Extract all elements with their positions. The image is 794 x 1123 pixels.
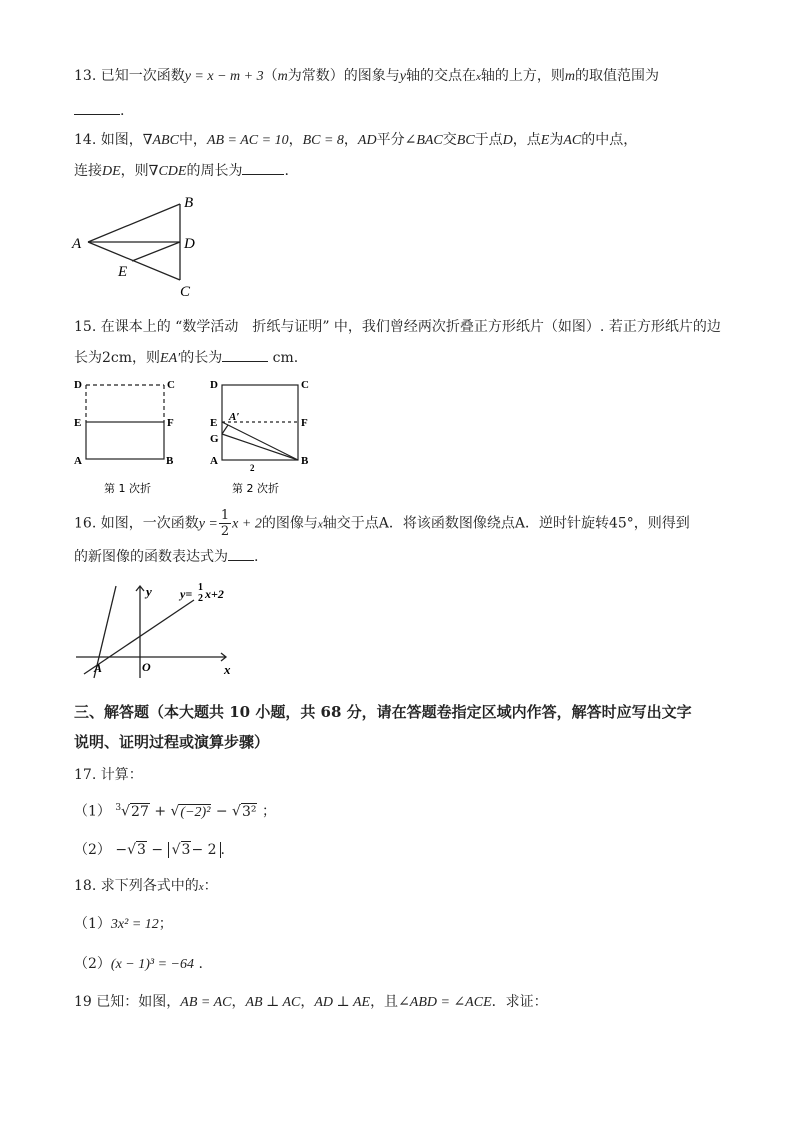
- question-number: 16.: [74, 515, 97, 532]
- label-a: A: [72, 236, 82, 252]
- label-a: A: [94, 661, 103, 675]
- answer-blank[interactable]: [74, 100, 120, 115]
- question-number: 14.: [74, 132, 97, 148]
- text: .: [220, 842, 225, 858]
- equation: y = x − m + 3: [184, 69, 264, 84]
- answer-blank[interactable]: [228, 546, 254, 561]
- absolute-value: [168, 842, 221, 858]
- question-17-part-1: [74, 798, 276, 823]
- fraction: [219, 508, 231, 539]
- text: 轴交于点A．将该函数图像绕点A．逆时针旋转: [322, 515, 609, 532]
- equation: AB = AC: [180, 995, 232, 1010]
- segment-ab: [88, 204, 180, 242]
- section-heading: 三、解答题（本大题共 10 小题，共 68 分，请在答题卷指定区域内作答，解答时应写出文字: [74, 703, 692, 721]
- label-b: B: [301, 455, 309, 467]
- text: 的长为: [180, 350, 223, 366]
- radical: √: [232, 803, 241, 820]
- math: EA′: [160, 351, 181, 366]
- label-origin: O: [142, 660, 151, 674]
- unit: cm: [272, 350, 294, 366]
- question-18-part-2: [74, 954, 203, 975]
- part-label: （1）: [74, 803, 111, 820]
- math: AC: [563, 133, 582, 148]
- question-15-line2: [74, 347, 298, 369]
- equation: AD ⊥ AE: [314, 995, 371, 1010]
- question-number: 18.: [74, 878, 97, 894]
- segment-ga1: [222, 425, 228, 434]
- graph-label-denominator: 2: [198, 593, 203, 604]
- caption: 第 2 次折: [232, 482, 279, 495]
- text: .: [198, 956, 203, 972]
- math: ∇CDE: [148, 164, 187, 179]
- radicand: (−2)²: [180, 804, 211, 820]
- graph-label-y: y=: [180, 587, 193, 601]
- text: ，: [300, 994, 315, 1010]
- text: 计算：: [100, 767, 143, 783]
- math: ∠BAC: [404, 133, 443, 148]
- text: ，则得到: [633, 515, 690, 532]
- folded-rectangle: [86, 422, 164, 459]
- question-number: 19: [74, 994, 92, 1010]
- text: ；: [158, 916, 173, 932]
- radicand: 3: [137, 842, 146, 858]
- question-14-line2: [74, 160, 289, 182]
- text: 如图，一次函数: [100, 515, 199, 532]
- radical: √: [121, 803, 131, 820]
- triangle-figure: [66, 192, 206, 302]
- text: 平分: [376, 132, 405, 148]
- radical: √: [170, 803, 180, 820]
- variable: m: [564, 69, 575, 84]
- text: 如图，: [100, 132, 143, 148]
- text: 连接: [74, 163, 102, 179]
- question-number: 13.: [74, 68, 97, 84]
- variable: y: [399, 69, 406, 84]
- label-d: D: [210, 379, 218, 391]
- label-e: E: [74, 417, 82, 429]
- question-13-answer-line: [74, 100, 124, 121]
- variable: x: [317, 518, 323, 531]
- math: E: [540, 133, 550, 148]
- text: .: [293, 350, 299, 366]
- text: （: [263, 68, 278, 84]
- text: 为: [549, 132, 564, 148]
- fold-figure-2: [200, 374, 320, 496]
- equation: ∠ABD = ∠ACE: [398, 995, 492, 1010]
- text: 的图像与: [261, 515, 318, 532]
- operator: +: [154, 803, 167, 820]
- text: .: [120, 103, 125, 119]
- text: 的取值范围为: [574, 68, 659, 84]
- label-f: F: [167, 417, 174, 429]
- value: 2cm: [102, 350, 133, 366]
- question-13: [74, 66, 659, 87]
- label-c: C: [167, 379, 175, 391]
- text: 的新图像的函数表达式为: [74, 549, 228, 565]
- value: 45°: [608, 515, 634, 532]
- radical: √: [127, 842, 137, 858]
- radical: √: [171, 842, 181, 858]
- label-y-axis: y: [146, 584, 152, 599]
- graph-label-numerator: 1: [198, 582, 203, 593]
- text: .: [254, 549, 259, 565]
- question-18-part-1: [74, 914, 173, 935]
- text: ．求证：: [491, 994, 548, 1010]
- text: 的中点，: [581, 132, 638, 148]
- text: ，: [231, 994, 246, 1010]
- label-f: F: [301, 417, 308, 429]
- label-side-length: 2: [250, 463, 255, 473]
- text: ：: [203, 878, 218, 894]
- text: 中，: [178, 132, 207, 148]
- text: 长为: [74, 350, 102, 366]
- variable: x: [198, 881, 204, 893]
- radicand: 3: [181, 842, 191, 858]
- text: 已知一次函数: [100, 68, 185, 84]
- question-number: 17.: [74, 767, 97, 783]
- text: ，且: [370, 994, 399, 1010]
- label-a: A: [74, 455, 82, 467]
- text: 已知：如图，: [96, 994, 181, 1010]
- text: ，点: [512, 132, 541, 148]
- math: DE: [102, 164, 121, 179]
- text: 为常数）的图象与: [287, 68, 400, 84]
- text: .: [284, 163, 289, 179]
- label-x-axis: x: [224, 662, 231, 677]
- answer-blank[interactable]: [242, 160, 284, 175]
- text: 的周长为: [186, 163, 243, 179]
- question-16-line2: [74, 546, 258, 567]
- text: ，则: [120, 163, 149, 179]
- denominator: 2: [220, 524, 230, 539]
- label-d: D: [184, 236, 195, 252]
- text: ；: [261, 803, 276, 820]
- question-19: [74, 992, 548, 1013]
- question-18: [74, 876, 218, 897]
- question-number: 15.: [74, 319, 97, 335]
- question-15: [74, 317, 721, 337]
- math: AD: [357, 133, 377, 148]
- text: 交: [442, 132, 457, 148]
- equation: (x − 1)³ = −64: [110, 957, 194, 972]
- label-a-prime: A′: [229, 411, 240, 423]
- question-17-part-2: [74, 840, 225, 860]
- math: − 2: [191, 842, 217, 858]
- segment-a1b: [228, 425, 298, 460]
- label-a: A: [210, 455, 218, 467]
- math: x + 2: [232, 516, 262, 532]
- text: 轴的上方，则: [480, 68, 565, 84]
- label-c: C: [180, 284, 191, 300]
- variable: x: [475, 71, 481, 83]
- function-graph-figure: [70, 578, 240, 682]
- radicand: 3²: [241, 803, 257, 820]
- math: ∇ABC: [142, 133, 179, 148]
- label-e: E: [210, 417, 218, 429]
- question-14: [74, 130, 637, 151]
- question-17: [74, 765, 143, 785]
- text: 求下列各式中的: [100, 878, 199, 894]
- text: ，则: [132, 350, 161, 366]
- question-16: [74, 508, 690, 540]
- text: 在课本上的 “数学活动 折纸与证明” 中，我们曾经两次折叠正方形纸片（如图）. 若正方形纸片的边: [100, 319, 721, 335]
- label-c: C: [301, 379, 309, 391]
- equation: BC = 8: [302, 133, 344, 148]
- equation: AB = AC = 10: [206, 133, 289, 148]
- operator: −: [215, 803, 228, 820]
- numerator: 1: [220, 508, 230, 523]
- answer-blank[interactable]: [222, 347, 268, 362]
- math: BC: [456, 133, 475, 148]
- part-label: （2）: [74, 956, 111, 972]
- segment-gb: [222, 434, 298, 460]
- operator: −: [151, 842, 164, 858]
- radicand: 27: [131, 803, 149, 820]
- text: ，: [343, 132, 358, 148]
- section-heading-line2: 说明、证明过程或演算步骤）: [74, 733, 270, 751]
- label-d: D: [74, 379, 82, 391]
- label-e: E: [118, 264, 128, 280]
- text: 轴的交点在: [405, 68, 476, 84]
- text: ，: [288, 132, 303, 148]
- graph-label-rest: x+2: [205, 587, 224, 601]
- label-b: B: [184, 195, 194, 211]
- caption: 第 1 次折: [104, 482, 151, 495]
- root-index: 3: [115, 803, 122, 813]
- part-label: （2）: [74, 842, 111, 858]
- label-g: G: [210, 433, 219, 445]
- equation: AB ⊥ AC: [245, 995, 301, 1010]
- operator: −: [115, 842, 128, 858]
- text: 于点: [474, 132, 503, 148]
- variable: m: [277, 69, 288, 84]
- segment-de: [132, 242, 180, 261]
- math: D: [502, 133, 513, 148]
- equation: 3x² = 12: [110, 917, 159, 932]
- label-b: B: [166, 455, 174, 467]
- part-label: （1）: [74, 916, 111, 932]
- fold-figure-1: [70, 374, 190, 496]
- math: y =: [198, 516, 218, 532]
